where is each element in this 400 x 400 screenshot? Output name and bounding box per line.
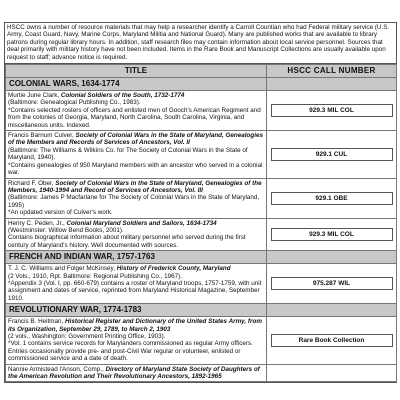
entry-title: Society of Colonial Wars in the State of Maryland, Genealogies of the Members, 1940-1994 and Record of Services of Ancestors, Vol. III	[8, 179, 262, 194]
table-row	[6, 178, 397, 218]
entry-description	[6, 264, 267, 304]
entry-author: Francis Barnum Culver,	[8, 132, 76, 140]
call-number-cell	[267, 131, 397, 178]
entry-title: Directory of Maryland State Society of Daughters of the American Revolution and Their Revolutionary Ancestors, 1892-1965	[8, 365, 260, 381]
title-column-header: TITLE	[6, 65, 267, 78]
section-heading: FRENCH AND INDIAN WAR, 1757-1763	[6, 251, 267, 264]
entry-publication: (Baltimore: James P Macfarlane for The Society of Colonial Wars in the State of Maryland, 1995)	[8, 194, 260, 209]
call-number: Rare Book Collection	[271, 334, 393, 347]
entry-publication: (Baltimore: The Williams & Wilkins Co. for The Society of Colonial Wars in the State of Maryland, 1940).	[8, 146, 248, 162]
intro-paragraph: HSCC owns a number of resource materials that may help a researcher identify a Carroll Countian who had Federal military service (U.S. Army, Coast Guard, Navy, Marine Corps, Maryland Militia and National Guard). Many are published works that are available to library patrons during regular library hours. In addition, staff research files may contain information about local service personnel. Sources that deal primarily with military history have not been included. Items in the Rare Book and Manuscript Collections are usually available upon request to staff; advance notice is required.	[5, 23, 396, 64]
entry-description	[6, 317, 267, 364]
section-heading-blank-cell	[267, 78, 397, 91]
entry-title: Society of Colonial Wars in the State of Maryland, Genealogies of the Members and Records of Services of Ancestors, Vol. II	[8, 132, 263, 147]
entry-author: T. J. C. Williams and Folger McKinsey,	[8, 265, 117, 273]
call-number-column-header: HSCC CALL NUMBER	[267, 65, 397, 78]
entry-title: Colonial Maryland Soldiers and Sailors, 1634-1734	[66, 219, 217, 227]
call-number-cell	[267, 91, 397, 131]
entry-description	[6, 91, 267, 131]
entry-publication: (2 Vols., 1910, Rpt. Baltimore: Regional Publishing Co., 1967).	[8, 272, 182, 280]
section-row	[6, 251, 397, 264]
entry-note: *Vol. 1 contains service records for Marylanders commissioned as regular Army officers. Entries occasionally provide pre- and post-Civil War regular or volunteer, enlisted or commissioned service and a date of death.	[8, 340, 253, 363]
top-margin	[4, 0, 397, 22]
call-number: 975.287 WIL	[271, 277, 393, 290]
section-heading-blank-cell	[267, 251, 397, 264]
entry-title: History of Frederick County, Maryland	[116, 265, 231, 273]
entry-description	[6, 178, 267, 218]
entry-note: *An updated version of Culver's work.	[8, 209, 113, 217]
resource-document	[4, 22, 397, 383]
call-number-cell	[267, 178, 397, 218]
entry-description	[6, 131, 267, 178]
section-row	[6, 78, 397, 91]
section-heading: COLONIAL WARS, 1634-1774	[6, 78, 267, 91]
entry-author: Francis B. Heitman,	[8, 318, 66, 326]
section-heading-blank-cell	[267, 304, 397, 317]
entry-author: Murtie June Clark,	[8, 92, 61, 100]
entry-description	[6, 364, 267, 382]
entry-title: Historical Register and Dictionary of the United States Army, from its Organization, September 29, 1789, to March 2, 1903	[8, 318, 262, 333]
entry-note: Contains biographical information about military personnel who served during the first century of Maryland's history. Well documented with sources.	[8, 234, 246, 249]
entry-author: Henry C. Peden, Jr.,	[8, 219, 67, 227]
entry-publication: (2 vols., Washington: Government Printing Office, 1903).	[8, 333, 166, 340]
entry-description	[6, 218, 267, 251]
entry-note: *Contains genealogies of 950 Maryland members with an ancestor who served in a colonial war.	[8, 161, 263, 177]
table-row	[6, 131, 397, 178]
table-row	[6, 264, 397, 304]
table-row	[6, 364, 397, 382]
entry-author: Richard F. Ober,	[8, 179, 56, 187]
section-heading: REVOLUTIONARY WAR, 1774-1783	[6, 304, 267, 317]
entry-author: Nannie Armistead l'Anson, Comp.,	[8, 365, 106, 373]
call-number: 929.3 MIL COL	[271, 228, 393, 241]
entry-publication: (Westminster: Willow Bend Books, 2001).	[8, 226, 124, 234]
call-number-cell	[267, 218, 397, 251]
call-number-cell	[267, 264, 397, 304]
call-number-cell	[267, 364, 397, 382]
call-number: 929.3 MIL COL	[271, 104, 393, 117]
entry-note: *Appendix 3 (Vol. I, pp. 660-679) contains a roster of Maryland troops, 1757-1759, with unit assignment and dates of service, reprinted from Maryland Historical Magazine, September 1910.	[8, 279, 262, 302]
call-number: 929.1 OBE	[271, 192, 393, 205]
entry-note: *Contains selected rosters of officers and enlisted men of Gooch's American Regiment and from the colonies of Georgia, Maryland, North Carolina, South Carolina, Virginia, and miscellaneous units. Indexed.	[8, 106, 261, 129]
call-number-cell	[267, 317, 397, 364]
entry-publication: (Baltimore: Genealogical Publishing Co., 1983).	[8, 99, 141, 107]
entry-title: Colonial Soldiers of the South, 1732-1774	[60, 92, 185, 100]
call-number: 929.1 CUL	[271, 148, 393, 161]
table-body	[6, 78, 397, 382]
table-header-row	[6, 65, 397, 78]
section-row	[6, 304, 397, 317]
table-row	[6, 91, 397, 131]
table-row	[6, 218, 397, 251]
table-row	[6, 317, 397, 364]
resource-table	[5, 64, 397, 382]
